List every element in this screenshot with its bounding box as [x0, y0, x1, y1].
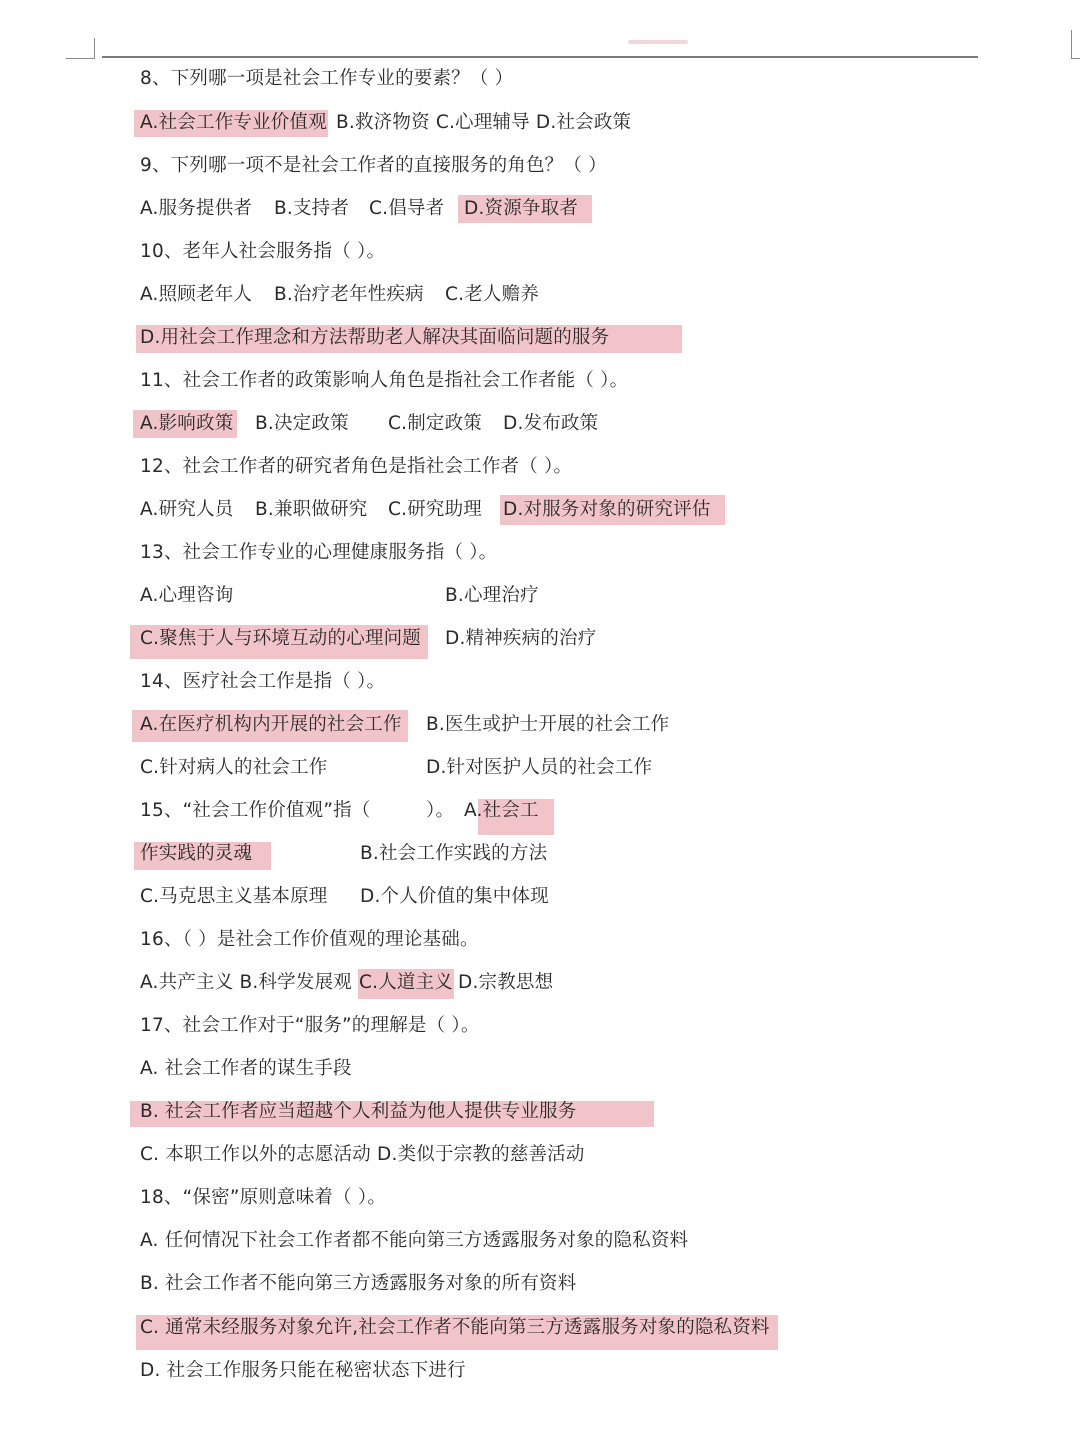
option-d: D.个人价值的集中体现 — [360, 886, 549, 907]
stem-text: 13、社会工作专业的心理健康服务指（ ）。 — [140, 542, 498, 563]
option-c: C. 通常未经服务对象允许,社会工作者不能向第三方透露服务对象的隐私资料 — [140, 1317, 770, 1338]
options-bcd: B.救济物资 C.心理辅导 D.社会政策 — [336, 112, 632, 133]
option-d: D.对服务对象的研究评估 — [503, 499, 711, 520]
option-c: C.聚焦于人与环境互动的心理问题 — [140, 628, 421, 649]
page-corner-mark-right — [1071, 30, 1080, 59]
option-b: B.兼职做研究 — [255, 499, 368, 520]
stem-text: 18、“保密”原则意味着（ ）。 — [140, 1187, 387, 1208]
options-ab: A.共产主义 B.科学发展观 — [140, 972, 352, 993]
header-mark — [628, 40, 688, 44]
option-d: D.资源争取者 — [464, 198, 579, 219]
option-a: A. 任何情况下社会工作者都不能向第三方透露服务对象的隐私资料 — [140, 1230, 689, 1251]
option-c: C.针对病人的社会工作 — [140, 757, 328, 778]
stem-text: 12、社会工作者的研究者角色是指社会工作者（ ）。 — [140, 456, 573, 477]
option-d: D.精神疾病的治疗 — [445, 628, 597, 649]
option-c: C.人道主义 — [359, 972, 453, 993]
header-rule — [102, 56, 978, 58]
page-corner-mark-left — [66, 38, 95, 59]
option-b: B.支持者 — [274, 198, 350, 219]
option-a: A.社会工作专业价值观 — [140, 112, 327, 133]
option-c: C.倡导者 — [369, 198, 445, 219]
option-d: D.发布政策 — [503, 413, 599, 434]
option-d: D.针对医护人员的社会工作 — [426, 757, 653, 778]
options-cd: C. 本职工作以外的志愿活动 D.类似于宗教的慈善活动 — [140, 1144, 585, 1165]
option-b: B.社会工作实践的方法 — [360, 843, 548, 864]
option-d: D.宗教思想 — [458, 972, 554, 993]
option-c: C.马克思主义基本原理 — [140, 886, 328, 907]
option-b: B.决定政策 — [255, 413, 349, 434]
option-b: B. 社会工作者不能向第三方透露服务对象的所有资料 — [140, 1273, 577, 1294]
option-a: A.照顾老年人 — [140, 284, 253, 305]
option-b: B. 社会工作者应当超越个人利益为他人提供专业服务 — [140, 1101, 577, 1122]
stem-text: 14、医疗社会工作是指（ ）。 — [140, 671, 386, 692]
stem-text: 9、下列哪一项不是社会工作者的直接服务的角色？（ ） — [140, 155, 607, 176]
option-a: A.心理咨询 — [140, 585, 234, 606]
option-a: A.影响政策 — [140, 413, 234, 434]
option-b: B.医生或护士开展的社会工作 — [426, 714, 670, 735]
stem-text: 11、社会工作者的政策影响人角色是指社会工作者能（ ）。 — [140, 370, 629, 391]
stem-text: 10、老年人社会服务指（ ）。 — [140, 241, 386, 262]
option-a-part1: A.社会工 — [464, 800, 539, 821]
stem-text: 16、（ ）是社会工作价值观的理论基础。 — [140, 929, 479, 950]
option-a-part2: 作实践的灵魂 — [140, 843, 253, 864]
option-a: A. 社会工作者的谋生手段 — [140, 1058, 352, 1079]
option-a: A.服务提供者 — [140, 198, 253, 219]
stem-text-end: ）。 — [426, 800, 455, 821]
option-a: A.在医疗机构内开展的社会工作 — [140, 714, 402, 735]
option-b: B.心理治疗 — [445, 585, 539, 606]
stem-text: 17、社会工作对于“服务”的理解是（ ）。 — [140, 1015, 480, 1036]
option-c: C.老人赡养 — [445, 284, 539, 305]
option-d: D. 社会工作服务只能在秘密状态下进行 — [140, 1360, 466, 1381]
stem-text: 8、下列哪一项是社会工作专业的要素？（ ） — [140, 68, 514, 89]
stem-text: 15、“社会工作价值观”指（ — [140, 800, 371, 821]
option-b: B.治疗老年性疾病 — [274, 284, 424, 305]
option-a: A.研究人员 — [140, 499, 234, 520]
option-d: D.用社会工作理念和方法帮助老人解决其面临问题的服务 — [140, 327, 610, 348]
option-c: C.研究助理 — [388, 499, 482, 520]
option-c: C.制定政策 — [388, 413, 482, 434]
